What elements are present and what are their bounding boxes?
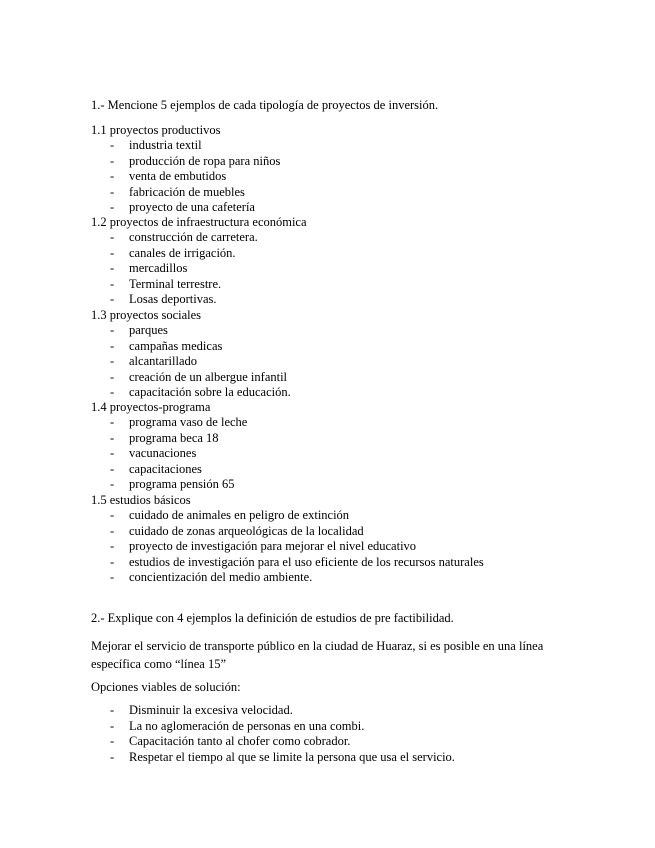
section-1-2: [91, 215, 307, 307]
dash-bullet: -: [110, 446, 115, 461]
dash-bullet: -: [110, 291, 115, 306]
list-item: - programa vaso de leche: [110, 415, 248, 430]
list-item: - programa pensión 65: [110, 476, 235, 491]
dash-bullet: -: [110, 430, 115, 445]
list-item: - cuidado de animales en peligro de extinción: [110, 508, 350, 523]
list-item: - construcción de carretera.: [110, 230, 258, 245]
list-item: - cuidado de zonas arqueológicas de la localidad: [110, 523, 364, 538]
dash-bullet: -: [110, 415, 115, 430]
options-list: [91, 703, 455, 765]
item-list: [91, 415, 247, 492]
list-item: - capacitación sobre la educación.: [110, 384, 291, 399]
list-item: - Losas deportivas.: [110, 291, 217, 306]
list-item: - parques: [110, 323, 168, 338]
dash-bullet: -: [110, 554, 115, 569]
dash-bullet: -: [110, 199, 115, 214]
question-2-heading: 2.- Explique con 4 ejemplos la definición de estudios de pre factibilidad.: [91, 611, 454, 625]
section-title: 1.3 proyectos sociales: [91, 308, 202, 322]
dash-bullet: -: [110, 461, 115, 476]
dash-bullet: -: [110, 384, 115, 399]
dash-bullet: -: [110, 569, 115, 584]
list-item: - venta de embutidos: [110, 169, 227, 184]
dash-bullet: -: [110, 523, 115, 538]
section-title: 1.4 proyectos-programa: [91, 400, 211, 414]
dash-bullet: -: [110, 369, 115, 384]
dash-bullet: -: [110, 718, 115, 733]
options-label: Opciones viables de solución:: [91, 680, 241, 694]
section-title: 1.5 estudios básicos: [91, 493, 191, 507]
item-list: [91, 138, 280, 215]
options-section: [91, 703, 455, 765]
list-item: - Respetar el tiempo al que se limite la persona que usa el servicio.: [110, 749, 455, 764]
section-1-3: [91, 308, 291, 400]
item-list: [91, 323, 291, 400]
list-item: - proyecto de investigación para mejorar el nivel educativo: [110, 539, 417, 554]
list-item: - mercadillos: [110, 261, 188, 276]
dash-bullet: -: [110, 184, 115, 199]
list-item: - producción de ropa para niños: [110, 153, 281, 168]
list-item: - fabricación de muebles: [110, 184, 245, 199]
section-1-1: [91, 123, 280, 215]
dash-bullet: -: [110, 476, 115, 491]
dash-bullet: -: [110, 338, 115, 353]
list-item: - Disminuir la excesiva velocidad.: [110, 703, 293, 717]
question-2-paragraph: Mejorar el servicio de transporte público en la ciudad de Huaraz, si es posible en una línea específica como “línea 15”: [91, 639, 544, 671]
dash-bullet: -: [110, 539, 115, 554]
dash-bullet: -: [110, 245, 115, 260]
dash-bullet: -: [110, 261, 115, 276]
list-item: - estudios de investigación para el uso eficiente de los recursos naturales: [110, 554, 484, 569]
list-item: - canales de irrigación.: [110, 245, 236, 260]
dash-bullet: -: [110, 323, 115, 338]
item-list: [91, 508, 484, 585]
list-item: - Capacitación tanto al chofer como cobrador.: [110, 734, 351, 748]
list-item: - concientización del medio ambiente.: [110, 569, 313, 584]
item-list: [91, 230, 307, 307]
dash-bullet: -: [110, 734, 115, 748]
list-item: - La no aglomeración de personas en una combi.: [110, 718, 365, 733]
dash-bullet: -: [110, 153, 115, 168]
question-1-heading: 1.- Mencione 5 ejemplos de cada tipología de proyectos de inversión.: [91, 98, 439, 112]
list-item: - vacunaciones: [110, 446, 197, 461]
list-item: - proyecto de una cafetería: [110, 199, 255, 214]
dash-bullet: -: [110, 276, 115, 291]
section-1-5: [91, 493, 484, 585]
dash-bullet: -: [110, 230, 115, 245]
dash-bullet: -: [110, 169, 115, 184]
dash-bullet: -: [110, 703, 115, 717]
dash-bullet: -: [110, 138, 115, 153]
list-item: - programa beca 18: [110, 430, 219, 445]
dash-bullet: -: [110, 749, 115, 764]
list-item: - campañas medicas: [110, 338, 223, 353]
list-item: - industria textil: [110, 138, 202, 153]
dash-bullet: -: [110, 354, 115, 369]
list-item: - capacitaciones: [110, 461, 202, 476]
list-item: - Terminal terrestre.: [110, 276, 222, 291]
dash-bullet: -: [110, 508, 115, 523]
section-title: 1.1 proyectos productivos: [91, 123, 221, 137]
list-item: - alcantarillado: [110, 354, 198, 369]
section-1-4: [91, 400, 247, 492]
section-title: 1.2 proyectos de infraestructura económica: [91, 215, 307, 229]
list-item: - creación de un albergue infantil: [110, 369, 288, 384]
